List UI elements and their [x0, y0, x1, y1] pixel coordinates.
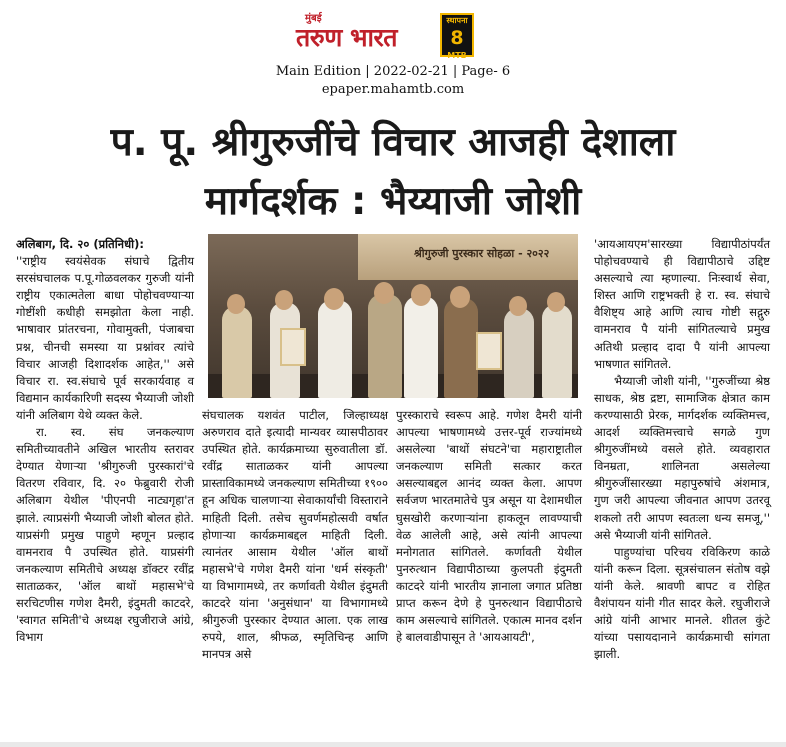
- photo-person: [318, 300, 352, 398]
- column-4-paragraph-2: भैय्याजी जोशी यांनी, ''गुरुजींच्या श्रेष्ठ साधक, श्रेष्ठ द्रष्टा, सामाजिक क्षेत्रात काम करण्यासाठी प्रेरक, मार्गदर्शक व्यक्तिमत्त्व, आदर्श व्यक्तिमत्त्वाचे सगळे गुण श्रीगुरुजींमध्ये वसले होते. व्यवहारात विनम्रता, शालिनता असलेल्या श्रीगुरुजींसारख्या महापुरुषांचे अंशमात्र, गुण जरी आपल्या जीवनात आपण उतरवू शकलो तरी आपण स्वतःला धन्य समजू,'' असे भैय्याजी यांनी सांगितले.: [594, 373, 770, 542]
- photo-person-head: [227, 294, 245, 314]
- article-column-2: [202, 407, 388, 663]
- column-3-text: पुरस्काराचे स्वरूप आहे. गणेश दैमरी यांनी आपल्या भाषणामध्ये उत्तर-पूर्व राज्यांमध्ये असलेल्या 'बाथों संघटने'चा महाराष्ट्रातील जनकल्याण समिती सत्कार करत असल्याबद्दल आनंद व्यक्त केला. आपण सर्वजण भारतमातेचे पुत्र असून या देशामधील घुसखोरी करणाऱ्यांना हाकलून लावण्याची वेळ आलेली आहे, असे त्यांनी आपल्या मनोगतात सांगितले. कर्णावती येथील पुनरुत्थान विद्यापीठाच्या कुलपती इंदुमती काटदरे यांनी भारतीय ज्ञानाला जगात प्रतिष्ठा प्राप्त करून देणे हे पुनरुत्थान विद्यापीठाचे काम असल्याचे सांगितले. एकात्म मानव दर्शन हे बालवाडीपासून ते 'आयआयटी',: [396, 408, 582, 645]
- column-1-paragraph-2: रा. स्व. संघ जनकल्याण समितीच्यावतीने अखिल भारतीय स्तरावर देण्यात येणाऱ्या 'श्रीगुरुजी पुरस्कारां'चे वितरण रविवार, दि. २० फेब्रुवारी रोजी अलिबाग येथील 'पीएनपी नाट्यगृहा'त झाले. त्याप्रसंगी भैय्याजी जोशी बोलत होते. याप्रसंगी प्रमुख पाहुणे म्हणून प्रल्हाद वामनराव पै उपस्थित होते. याप्रसंगी जनकल्याण समितीचे अध्यक्ष डॉक्टर रवींद्र साताळकर, 'ऑल बाथों महासभे'चे सरचिटणीस गणेश दैमरी, इंदुमती काटदरे, 'स्वागत समिती'चे अध्यक्ष रघुजीराजे आंग्रे, विभाग: [16, 425, 194, 645]
- column-4-paragraph-3: पाहुण्यांचा परिचय रविकिरण काळे यांनी करून दिला. सूत्रसंचालन संतोष वझे यांनी केले. श्रावणी बापट व रोहित वैशंपायन यांनी गीत सादर केले. रघुजीराजे आंग्रे यांनी आभार मानले. शीतल कुंटे यांच्या पसायदानाने कार्यक्रमाची सांगता झाली.: [594, 544, 770, 662]
- photo-person: [368, 294, 402, 398]
- photo-person-head: [411, 284, 431, 306]
- photo-person-head: [324, 288, 344, 310]
- mtb-logo: [440, 13, 474, 60]
- mtb-logo-text: MTB: [447, 51, 467, 60]
- article-column-3: [396, 407, 582, 646]
- dateline: अलिबाग, दि. २० (प्रतिनिधी):: [16, 237, 144, 251]
- column-2-text: संघचालक यशवंत पाटील, जिल्हाध्यक्ष अरुणराव दाते इत्यादी मान्यवर व्यासपीठावर उपस्थित होते. कार्यक्रमाच्या सुरुवातीला डॉ. रवींद्र साताळकर यांनी आपल्या प्रास्ताविकामध्ये जनकल्याण समितीच्या १९०० हून अधिक चालणाऱ्या सेवाकार्यांची विस्ताराने माहिती दिली. तसेच सुवर्णमहोत्सवी वर्षात होणाऱ्या कार्यक्रमाबद्दल माहिती दिली. त्यानंतर आसाम येथील 'ऑल बाथों महासभे'चे गणेश दैमरी यांना 'धर्म संस्कृती' या विभागामध्ये, तर कर्णावती येथील इंदुमती काटदरे यांना 'अनुसंधान' या विभागामध्ये श्रीगुरुजी पुरस्कार देण्यात आला. एक लाख रुपये, शाल, श्रीफळ, स्मृतिचिन्ह आणि मानपत्र असे: [202, 408, 388, 662]
- photo-person: [404, 296, 438, 398]
- article-column-1: [16, 236, 194, 646]
- headline-line-1: प. पू. श्रीगुरुजींचे विचार आजही देशाला: [110, 120, 676, 165]
- photo-person-head: [275, 290, 293, 310]
- photo-person-head: [450, 286, 470, 308]
- photo-person-head: [509, 296, 527, 316]
- photo-person: [222, 306, 252, 398]
- masthead: [0, 0, 786, 100]
- photo-banner-text: श्रीगुरुजी पुरस्कार सोहळा - २०२२: [414, 247, 550, 260]
- photo-person: [542, 304, 572, 398]
- headline-line-2: मार्गदर्शक : भैय्याजी जोशी: [204, 179, 582, 224]
- photo-award-frame: [476, 332, 502, 370]
- photo-person: [504, 308, 534, 398]
- event-photo: [208, 234, 578, 398]
- epaper-url[interactable]: epaper.mahamtb.com: [321, 82, 465, 97]
- photo-award-frame: [280, 328, 306, 366]
- mtb-logo-small: स्थापना: [446, 16, 468, 25]
- page-bottom-rule: [0, 742, 786, 747]
- photo-person-head: [547, 292, 565, 312]
- column-4-paragraph-1: 'आयआयएम'सारख्या विद्यापीठांपर्यंत पोहोचवण्याचे ही विद्यापीठाचे उद्दिष्ट असल्याचे त्या म्हणाल्या. निःस्वार्थ सेवा, शिस्त आणि राष्ट्रभक्ती हे रा. स्व. संघाचे वैशिष्ट्य आहे आणि त्याच गोष्टी सद्गुरु वामनराव पै यांनी सांगितल्याचे प्रमुख अतिथी प्रल्हाद दादा पै यांनी आपल्या भाषणात सांगितले.: [594, 237, 770, 371]
- masthead-city: मुंबई: [305, 13, 322, 24]
- edition-line: Main Edition | 2022-02-21 | Page- 6: [275, 64, 511, 79]
- photo-person: [444, 298, 478, 398]
- column-1-paragraph-1: ''राष्ट्रीय स्वयंसेवक संघाचे द्वितीय सरसंघचालक प.पू.गोळवलकर गुरुजी यांनी राष्ट्रीय एकात्मतेला बाधा पोहोचवण्याऱ्या गोष्टींशी कधीही समझोता केला नाही. भाषावार प्रांतरचना, गोवामुक्ती, पंजाबचा प्रश्न, चीनची समस्या या प्रश्नांवर त्यांचे विचार आजही दिशादर्शक आहेत,'' असे विचार रा. स्व.संघाचे पूर्व सरकार्यवाह व विद्यमान कार्यकारिणी सदस्य भैय्याजी जोशी यांनी अलिबाग येथे व्यक्त केले.: [16, 254, 194, 422]
- article-column-4: [594, 236, 770, 663]
- photo-person-head: [374, 282, 394, 304]
- newspaper-logo: तरुण भारत: [296, 23, 398, 52]
- mtb-logo-numeral: 8: [450, 27, 464, 49]
